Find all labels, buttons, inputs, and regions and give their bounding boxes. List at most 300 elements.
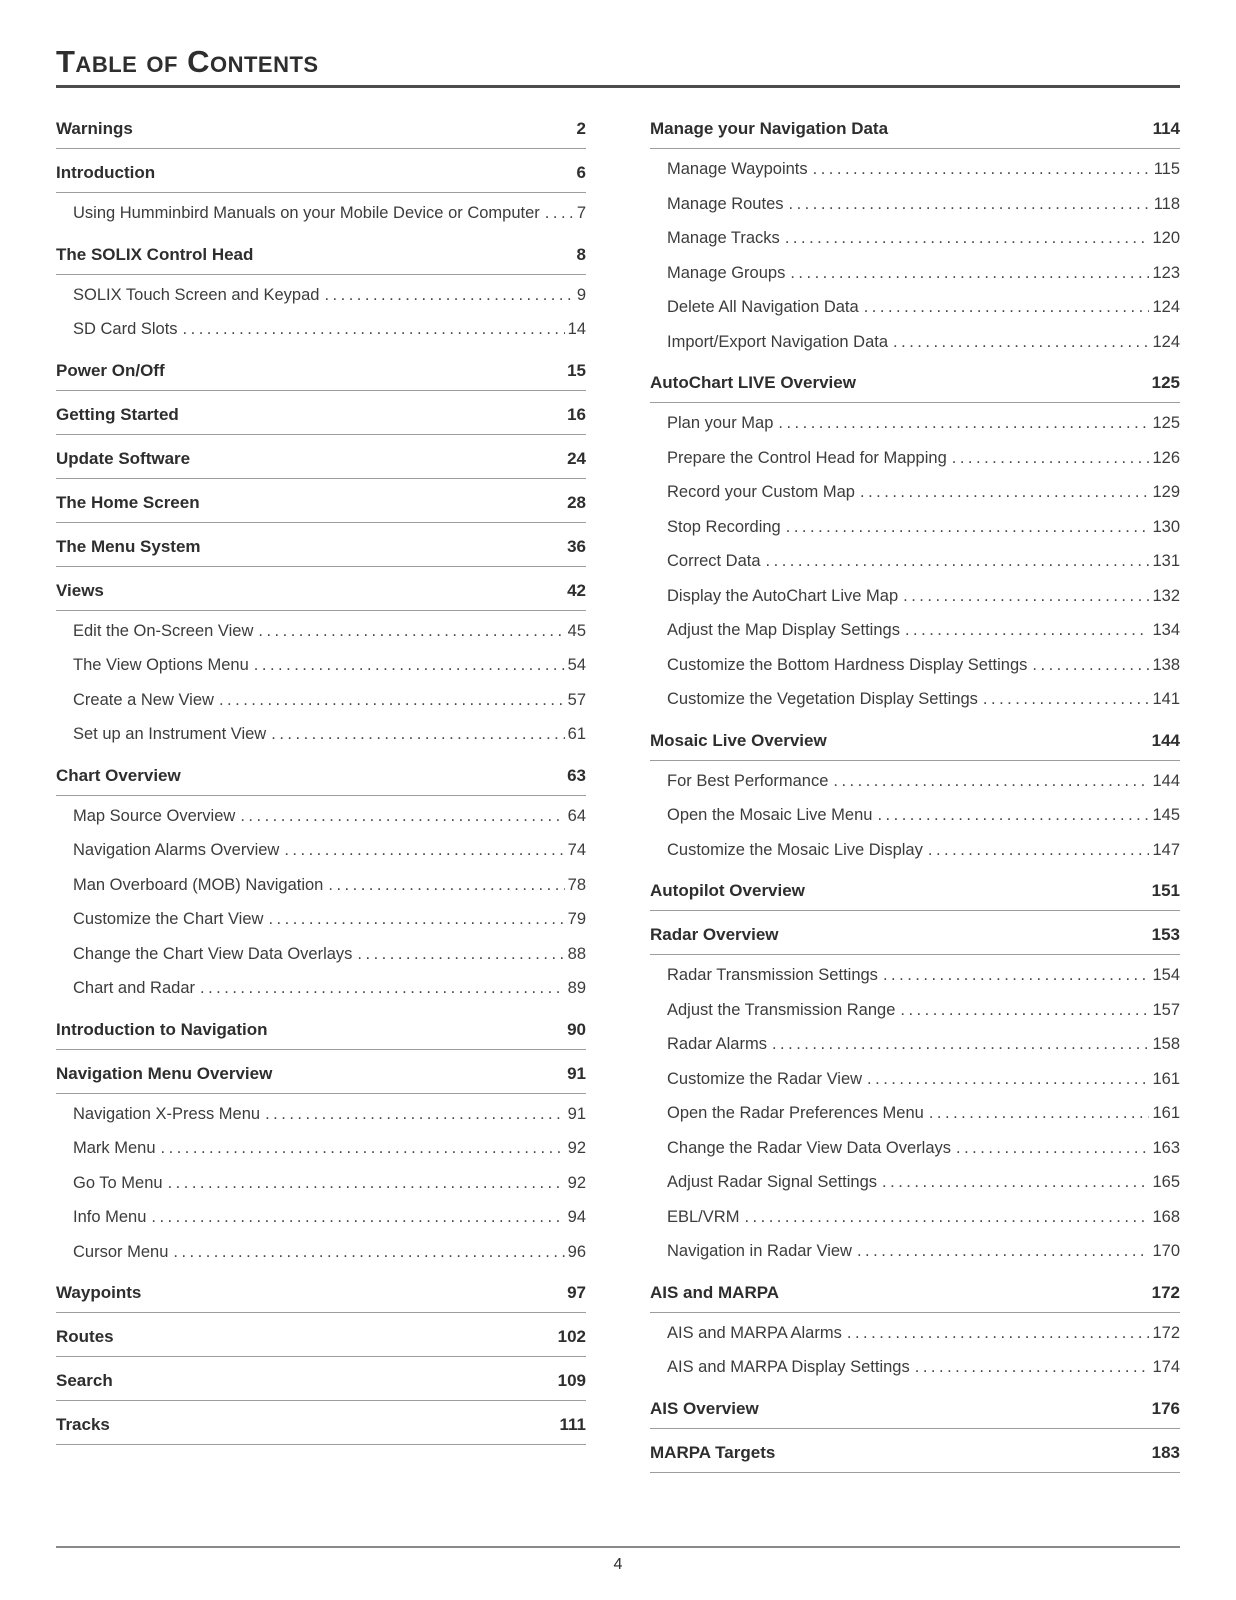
toc-section — [56, 360, 586, 391]
toc-entry-label: Prepare the Control Head for Mapping — [667, 448, 947, 467]
toc-entry[interactable] — [56, 717, 586, 752]
toc-section-entry[interactable] — [56, 1414, 586, 1445]
toc-subentry-list — [56, 193, 586, 231]
toc-entry-label: Customize the Chart View — [73, 910, 264, 928]
toc-entry[interactable] — [650, 290, 1180, 325]
toc-section-page: 125 — [1151, 373, 1180, 392]
dot-leader — [857, 1234, 1150, 1269]
dot-leader — [903, 579, 1149, 614]
toc-section-title: Mosaic Live Overview — [650, 730, 827, 750]
toc-entry-page: 54 — [567, 656, 586, 674]
toc-section-page: 183 — [1151, 1442, 1180, 1462]
toc-section — [650, 730, 1180, 868]
toc-section-page: 97 — [567, 1283, 586, 1302]
toc-section — [56, 1019, 586, 1050]
toc-entry-page: 157 — [1152, 1000, 1180, 1019]
footer-rule — [56, 1546, 1180, 1548]
toc-entry-label: Customize the Radar View — [667, 1069, 863, 1088]
dot-leader — [271, 717, 564, 752]
dot-leader — [357, 937, 564, 972]
toc-entry[interactable] — [56, 1131, 586, 1166]
toc-entry-page: 64 — [567, 806, 586, 825]
toc-section — [650, 880, 1180, 911]
toc-section-page: 151 — [1151, 881, 1180, 900]
toc-section — [650, 1282, 1180, 1385]
toc-section-title: The Home Screen — [56, 492, 200, 512]
toc-section-page: 2 — [576, 119, 586, 138]
toc-entry-label: Manage Waypoints — [667, 160, 808, 178]
dot-leader — [265, 1097, 565, 1132]
toc-section-entry[interactable] — [650, 880, 1180, 911]
toc-subentry-list — [650, 149, 1180, 359]
toc-entry-page: 174 — [1152, 1358, 1180, 1376]
toc-section-title: AIS and MARPA — [650, 1282, 780, 1302]
dot-leader — [893, 325, 1149, 360]
toc-entry-label: Radar Alarms — [667, 1035, 767, 1053]
toc-entry[interactable] — [650, 544, 1180, 579]
dot-leader — [328, 868, 564, 903]
toc-entry[interactable] — [56, 868, 586, 903]
dot-leader — [151, 1200, 564, 1235]
toc-entry[interactable] — [56, 1235, 586, 1270]
toc-section-title: Autopilot Overview — [650, 881, 805, 900]
toc-entry[interactable] — [650, 764, 1180, 799]
toc-entry[interactable] — [56, 1200, 586, 1235]
dot-leader — [785, 221, 1150, 256]
toc-entry-page: 147 — [1152, 840, 1180, 859]
dot-leader — [860, 475, 1149, 510]
toc-entry[interactable] — [650, 1316, 1180, 1351]
dot-leader — [833, 764, 1149, 799]
toc-entry[interactable] — [56, 683, 586, 718]
toc-entry-label: Customize the Bottom Hardness Display Settings — [667, 655, 1028, 674]
toc-entry[interactable] — [650, 958, 1180, 993]
toc-section — [56, 162, 586, 231]
toc-section — [56, 404, 586, 435]
toc-entry-page: 124 — [1152, 298, 1180, 316]
toc-entry-page: 141 — [1152, 690, 1180, 708]
toc-section-entry[interactable] — [56, 404, 586, 435]
toc-entry[interactable] — [650, 152, 1180, 187]
toc-section-title: AIS Overview — [650, 1398, 759, 1418]
toc-section-entry[interactable] — [650, 118, 1180, 149]
toc-entry[interactable] — [650, 1200, 1180, 1235]
toc-entry-page: 145 — [1152, 806, 1180, 824]
toc-section-page: 176 — [1151, 1398, 1180, 1418]
toc-entry-label: Mark Menu — [73, 1139, 156, 1157]
toc-section-entry[interactable] — [56, 448, 586, 479]
toc-section-title: Introduction — [56, 163, 156, 182]
dot-leader — [240, 799, 564, 834]
toc-entry-label: SD Card Slots — [73, 320, 178, 338]
toc-entry-label: Delete All Navigation Data — [667, 298, 859, 316]
dot-leader — [905, 613, 1150, 648]
toc-section — [56, 1370, 586, 1401]
toc-entry[interactable] — [56, 278, 586, 313]
toc-section — [56, 448, 586, 479]
dot-leader — [219, 683, 565, 718]
toc-entry-page: 126 — [1152, 448, 1180, 467]
toc-entry-page: 7 — [576, 204, 586, 222]
toc-subentry-list — [56, 796, 586, 1006]
toc-entry-page: 172 — [1152, 1323, 1180, 1342]
toc-section-page: 42 — [567, 580, 586, 600]
toc-columns — [56, 118, 1180, 1473]
toc-section-title: Routes — [56, 1327, 114, 1346]
toc-entry-label: Man Overboard (MOB) Navigation — [73, 875, 324, 894]
dot-leader — [847, 1316, 1150, 1351]
toc-entry-label: Adjust the Transmission Range — [667, 1000, 896, 1019]
toc-entry-label: Stop Recording — [667, 517, 781, 536]
toc-section-entry[interactable] — [56, 118, 586, 149]
dot-leader — [900, 993, 1149, 1028]
toc-entry-label: Radar Transmission Settings — [667, 966, 878, 984]
toc-section — [650, 372, 1180, 717]
toc-section-title: Tracks — [56, 1415, 110, 1434]
toc-section-page: 111 — [559, 1415, 586, 1434]
toc-section-page: 24 — [567, 448, 586, 468]
toc-entry[interactable] — [650, 187, 1180, 222]
toc-entry-label: SOLIX Touch Screen and Keypad — [73, 285, 320, 304]
toc-entry-page: 129 — [1152, 483, 1180, 501]
toc-entry[interactable] — [650, 1027, 1180, 1062]
toc-section-entry[interactable] — [56, 360, 586, 391]
toc-entry-label: Create a New View — [73, 690, 214, 709]
toc-entry-page: 118 — [1153, 194, 1180, 213]
toc-entry-label: Using Humminbird Manuals on your Mobile Device or Computer — [73, 204, 540, 222]
toc-section-title: Manage your Navigation Data — [650, 119, 889, 138]
toc-subentry-list — [650, 761, 1180, 868]
toc-entry-label: Edit the On-Screen View — [73, 621, 254, 640]
toc-entry-page: 123 — [1152, 263, 1180, 282]
toc-entry-label: Go To Menu — [73, 1173, 163, 1192]
toc-section-page: 90 — [567, 1019, 586, 1039]
toc-entry-page: 161 — [1152, 1069, 1180, 1088]
toc-entry-label: Cursor Menu — [73, 1242, 169, 1261]
toc-entry[interactable] — [650, 613, 1180, 648]
toc-subentry-list — [56, 611, 586, 752]
toc-subentry-list — [650, 403, 1180, 717]
toc-section-title: Search — [56, 1371, 113, 1390]
toc-section-page: 8 — [576, 244, 586, 264]
toc-section-title: MARPA Targets — [650, 1442, 776, 1462]
toc-entry-page: 125 — [1152, 414, 1180, 432]
dot-leader — [983, 682, 1150, 717]
title-rule — [56, 85, 1180, 88]
toc-section-entry[interactable] — [56, 1019, 586, 1050]
toc-entry[interactable] — [650, 682, 1180, 717]
toc-entry-page: 57 — [567, 690, 586, 709]
toc-entry[interactable] — [56, 312, 586, 347]
dot-leader — [284, 833, 564, 868]
toc-section-entry[interactable] — [650, 1282, 1180, 1313]
toc-entry-page: 130 — [1152, 517, 1180, 536]
dot-leader — [928, 833, 1150, 868]
toc-entry-page: 45 — [567, 621, 586, 640]
toc-entry-label: Open the Radar Preferences Menu — [667, 1104, 924, 1122]
toc-section-entry[interactable] — [650, 730, 1180, 761]
toc-section-title: Introduction to Navigation — [56, 1019, 268, 1039]
dot-leader — [864, 290, 1150, 325]
toc-section — [56, 1282, 586, 1313]
toc-entry[interactable] — [56, 1166, 586, 1201]
toc-entry-page: 91 — [567, 1104, 586, 1123]
toc-entry[interactable] — [650, 256, 1180, 291]
toc-section-title: The Menu System — [56, 536, 201, 556]
toc-column-right — [650, 118, 1180, 1473]
dot-leader — [254, 648, 565, 683]
toc-section — [650, 924, 1180, 1269]
toc-entry-page: 89 — [567, 979, 586, 997]
dot-leader — [766, 544, 1150, 579]
toc-entry-page: 74 — [567, 841, 586, 859]
dot-leader — [789, 187, 1151, 222]
toc-entry-label: For Best Performance — [667, 771, 829, 790]
dot-leader — [258, 614, 564, 649]
dot-leader — [200, 971, 565, 1006]
toc-entry[interactable] — [650, 1131, 1180, 1166]
toc-entry-label: Set up an Instrument View — [73, 725, 267, 743]
toc-entry-label: Manage Routes — [667, 194, 784, 213]
toc-entry[interactable] — [56, 648, 586, 683]
toc-section-entry[interactable] — [56, 1063, 586, 1094]
toc-subentry-list — [56, 275, 586, 347]
toc-entry-page: 79 — [567, 910, 586, 928]
toc-entry-label: Change the Radar View Data Overlays — [667, 1138, 952, 1157]
toc-section-title: Views — [56, 580, 104, 600]
toc-entry-page: 158 — [1152, 1035, 1180, 1053]
toc-section-page: 102 — [557, 1327, 586, 1346]
toc-section-page: 36 — [567, 536, 586, 556]
toc-section-entry[interactable] — [56, 1282, 586, 1313]
toc-entry-page: 14 — [567, 320, 586, 338]
toc-entry[interactable] — [650, 1096, 1180, 1131]
toc-section-page: 153 — [1151, 925, 1180, 944]
toc-section-title: Waypoints — [56, 1283, 142, 1302]
toc-section — [650, 1442, 1180, 1473]
toc-section-entry[interactable] — [56, 765, 586, 796]
toc-section — [56, 580, 586, 752]
toc-entry[interactable] — [56, 902, 586, 937]
toc-entry-label: Customize the Mosaic Live Display — [667, 840, 923, 859]
toc-entry-page: 9 — [576, 285, 586, 304]
dot-leader — [183, 312, 565, 347]
toc-section-page: 114 — [1152, 119, 1180, 138]
toc-entry-page: 88 — [567, 944, 586, 963]
toc-section-title: Power On/Off — [56, 360, 165, 380]
toc-entry-label: EBL/VRM — [667, 1207, 740, 1226]
toc-section — [650, 118, 1180, 359]
toc-section — [56, 118, 586, 149]
toc-entry-label: Correct Data — [667, 552, 761, 570]
toc-entry-page: 61 — [567, 725, 586, 743]
dot-leader — [867, 1062, 1149, 1097]
toc-entry[interactable] — [650, 833, 1180, 868]
toc-entry-page: 161 — [1152, 1104, 1180, 1122]
toc-entry-page: 170 — [1152, 1242, 1180, 1260]
toc-section-page: 63 — [567, 765, 586, 785]
toc-entry[interactable] — [650, 993, 1180, 1028]
toc-section-title: Getting Started — [56, 404, 179, 424]
toc-entry-label: Navigation X-Press Menu — [73, 1104, 261, 1123]
toc-entry-page: 144 — [1152, 771, 1180, 790]
toc-section — [56, 1414, 586, 1445]
dot-leader — [1032, 648, 1149, 683]
toc-entry-label: Navigation in Radar View — [667, 1242, 852, 1260]
dot-leader — [168, 1166, 565, 1201]
toc-section — [56, 492, 586, 523]
toc-section-entry[interactable] — [650, 924, 1180, 955]
dot-leader — [813, 152, 1151, 187]
toc-section — [650, 1398, 1180, 1429]
toc-section-page: 16 — [567, 404, 586, 424]
toc-entry-page: 94 — [567, 1208, 586, 1226]
toc-entry-label: Customize the Vegetation Display Settings — [667, 690, 978, 708]
toc-section-entry[interactable] — [56, 580, 586, 611]
footer-page-number: 4 — [613, 1556, 623, 1573]
toc-entry-page: 132 — [1152, 586, 1180, 605]
toc-section-entry[interactable] — [650, 1442, 1180, 1473]
toc-section — [56, 1326, 586, 1357]
toc-entry-label: Record your Custom Map — [667, 483, 855, 501]
toc-entry[interactable] — [650, 325, 1180, 360]
toc-section-entry[interactable] — [56, 244, 586, 275]
toc-entry[interactable] — [650, 1234, 1180, 1269]
toc-entry-page: 138 — [1152, 655, 1180, 674]
toc-section-entry[interactable] — [56, 492, 586, 523]
toc-entry[interactable] — [650, 1350, 1180, 1385]
toc-section-page: 91 — [567, 1063, 586, 1083]
toc-entry-label: Adjust Radar Signal Settings — [667, 1173, 878, 1191]
page-title: Table of Contents — [56, 44, 319, 79]
dot-leader — [882, 1165, 1149, 1200]
toc-entry-label: Open the Mosaic Live Menu — [667, 806, 873, 824]
toc-entry[interactable] — [56, 1097, 586, 1132]
toc-section-title: Chart Overview — [56, 765, 181, 785]
toc-entry-label: Plan your Map — [667, 414, 774, 432]
toc-section-entry[interactable] — [650, 372, 1180, 403]
toc-entry-label: Display the AutoChart Live Map — [667, 586, 899, 605]
toc-entry[interactable] — [650, 648, 1180, 683]
toc-section-entry[interactable] — [56, 536, 586, 567]
page-footer — [56, 1546, 1180, 1574]
toc-entry-page: 134 — [1152, 621, 1180, 639]
toc-entry[interactable] — [650, 579, 1180, 614]
toc-section-title: Navigation Menu Overview — [56, 1063, 273, 1083]
dot-leader — [883, 958, 1150, 993]
toc-entry[interactable] — [56, 614, 586, 649]
toc-entry[interactable] — [650, 798, 1180, 833]
toc-entry-label: AIS and MARPA Alarms — [667, 1323, 842, 1342]
toc-section-entry[interactable] — [56, 1326, 586, 1357]
dot-leader — [324, 278, 573, 313]
toc-entry-label: Import/Export Navigation Data — [667, 332, 889, 351]
toc-section-page: 172 — [1151, 1282, 1180, 1302]
toc-entry[interactable] — [650, 475, 1180, 510]
toc-entry-label: Navigation Alarms Overview — [73, 841, 280, 859]
dot-leader — [772, 1027, 1150, 1062]
toc-entry[interactable] — [56, 799, 586, 834]
dot-leader — [786, 510, 1150, 545]
toc-entry-page: 78 — [567, 875, 586, 894]
toc-column-left — [56, 118, 586, 1473]
toc-section-page: 144 — [1151, 730, 1180, 750]
toc-section-title: AutoChart LIVE Overview — [650, 373, 856, 392]
toc-entry-label: Map Source Overview — [73, 806, 236, 825]
dot-leader — [161, 1131, 565, 1166]
toc-section-page: 109 — [557, 1371, 586, 1390]
toc-entry-page: 165 — [1152, 1173, 1180, 1191]
dot-leader — [790, 256, 1149, 291]
toc-entry-page: 154 — [1152, 966, 1180, 984]
toc-entry-label: Manage Groups — [667, 263, 786, 282]
toc-section-entry[interactable] — [56, 162, 586, 193]
toc-entry[interactable] — [650, 510, 1180, 545]
toc-section-entry[interactable] — [56, 1370, 586, 1401]
dot-leader — [268, 902, 564, 937]
toc-entry-page: 92 — [567, 1139, 586, 1157]
dot-leader — [877, 798, 1149, 833]
toc-subentry-list — [650, 955, 1180, 1269]
toc-entry[interactable] — [650, 406, 1180, 441]
toc-section — [56, 765, 586, 1006]
toc-section — [56, 536, 586, 567]
toc-section-page: 6 — [576, 163, 586, 182]
toc-entry[interactable] — [56, 196, 586, 231]
dot-leader — [778, 406, 1149, 441]
toc-entry-page: 96 — [567, 1242, 586, 1261]
toc-entry-page: 131 — [1152, 552, 1180, 570]
toc-section-page: 28 — [567, 492, 586, 512]
toc-entry-page: 163 — [1152, 1138, 1180, 1157]
dot-leader — [915, 1350, 1150, 1385]
toc-entry-label: AIS and MARPA Display Settings — [667, 1358, 910, 1376]
toc-entry[interactable] — [650, 441, 1180, 476]
dot-leader — [952, 441, 1150, 476]
toc-entry-page: 120 — [1152, 229, 1180, 247]
toc-entry-label: Adjust the Map Display Settings — [667, 621, 900, 639]
toc-entry[interactable] — [56, 937, 586, 972]
dot-leader — [545, 196, 574, 231]
dot-leader — [929, 1096, 1150, 1131]
toc-entry-page: 168 — [1152, 1207, 1180, 1226]
dot-leader — [956, 1131, 1149, 1166]
toc-section-entry[interactable] — [650, 1398, 1180, 1429]
toc-entry-label: Change the Chart View Data Overlays — [73, 944, 353, 963]
toc-subentry-list — [56, 1094, 586, 1270]
dot-leader — [173, 1235, 564, 1270]
toc-entry[interactable] — [650, 221, 1180, 256]
toc-entry[interactable] — [650, 1062, 1180, 1097]
toc-entry-label: Chart and Radar — [73, 979, 195, 997]
toc-entry-page: 92 — [567, 1173, 586, 1192]
toc-section — [56, 1063, 586, 1270]
toc-entry-page: 124 — [1152, 332, 1180, 351]
dot-leader — [744, 1200, 1149, 1235]
toc-section — [56, 244, 586, 347]
toc-entry[interactable] — [56, 833, 586, 868]
toc-subentry-list — [650, 1313, 1180, 1385]
toc-entry-page: 115 — [1153, 160, 1180, 178]
toc-entry[interactable] — [56, 971, 586, 1006]
toc-entry[interactable] — [650, 1165, 1180, 1200]
toc-entry-label: Info Menu — [73, 1208, 147, 1226]
toc-section-title: Update Software — [56, 448, 191, 468]
toc-entry-label: The View Options Menu — [73, 656, 249, 674]
toc-entry-label: Manage Tracks — [667, 229, 780, 247]
toc-section-page: 15 — [567, 360, 586, 380]
toc-section-title: Warnings — [56, 119, 133, 138]
